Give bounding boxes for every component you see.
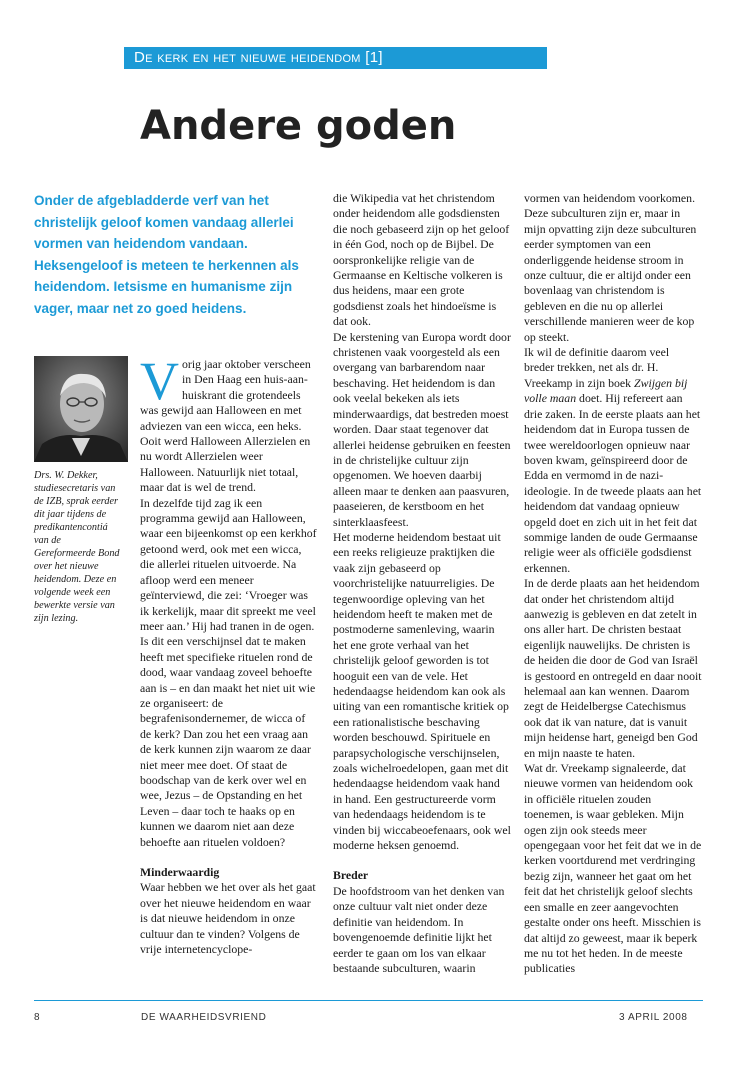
portrait-image <box>34 356 128 462</box>
drop-cap: V <box>140 351 179 411</box>
paragraph: De kerstening van Europa wordt door christenen vaak voorgesteld als een overgang van barbarendom naar beschaving. Het heidendom is dan ook veelal bekeken als iets minderwaardigs, dat bestreden moest worden. Daar staat tegenover dat allerlei heidense gebruiken en feesten in de christelijke cultuur zijn opgenomen. We hoeven daarbij alleen maar te denken aan paasvuren, paaseieren, de kerstboom en het sinterklaasfeest. <box>333 329 511 529</box>
paragraph <box>524 345 702 576</box>
paragraph: Het moderne heidendom bestaat uit een reeks religieuze praktijken die vaak zijn gebaseerd op voorchristelijke natuurreligies. De tegenwoordige opleving van het heidendom heeft te maken met de postmoderne samenleving, waarin het ene grote verhaal van het christelijk geloof geworden is tot hooguit een van de vele. Het hedendaagse heidendom kan ook als uiting van een romantische kritiek op een rationalistische beschaving worden beschouwd. Spirituele en parapsychologische verschijnselen, zoals wichelroedelopen, gaan met dit hedendaagse heidendom vaak hand in hand. Een gestructureerde vorm van hedendaags heidendom is te vinden bij wiccabeoefenaars, ook wel moderne heksen genoemd. <box>333 529 511 853</box>
paragraph: Wat dr. Vreekamp signaleerde, dat nieuwe vormen van heidendom ook in officiële rituelen zouden toenemen, is waar gebleken. Mijn ogen zijn ook steeds meer opengegaan voor het feit dat we in de kerken voortdurend met verdringing bezig zijn, wanneer het gaat om het feit dat het christelijk geloof slechts een smalle en zeer aangevochten gestalte onder ons heeft. Misschien is dat altijd zo geweest, maar ik beperk me nu tot het heden. In de meeste publicaties <box>524 761 702 976</box>
book-title: Zwijgen bij volle maan <box>524 375 688 406</box>
paragraph-text: doet. Hij refereert aan drie zaken. In de eerste plaats aan het heidendom dat in Europa tussen de twee wereldoorlogen opnieuw naar boven kwam, geïnspireerd door de Edda en vermomd in de nazi-ideologie. In de tweede plaats aan het heidendom dat vandaag opnieuw opgeld doet en zich uit in het feit dat sommige landen de oude Germaanse religie weer als officiële godsdienst erkennen. <box>524 391 702 575</box>
article-title: Andere goden <box>140 103 457 149</box>
paragraph: In dezelfde tijd zag ik een programma gewijd aan Halloween, waar een bijeenkomst op een kerkhof getoond werd, ook met een wicca, die allerlei rituelen uitvoerde. Na afloop werd een meneer geïnterviewd, die zei: ‘Vroeger was ik kerkelijk, maar dit spreekt me veel meer aan.’ Hij had tranen in de ogen. <box>140 495 317 633</box>
paragraph: die Wikipedia vat het christendom onder heidendom alle godsdiensten die noch gebaseerd zijn op het geloof in één God, noch op de Bijbel. De oorspronkelijke religie van de Germaanse en Keltische volkeren is dus heidens, maar een grote godsdienst zoals het hindoeïsme is dat ook. <box>333 191 510 329</box>
lead-paragraph: Onder de afgebladderde verf van het christelijk geloof komen vandaag allerlei vormen van heidendom vandaan. Heksengeloof is meteen te herkennen als heidendom. Ietsisme en humanisme zijn vager, maar net zo goed heidens. <box>34 193 299 316</box>
column-2 <box>333 191 511 976</box>
paragraph: Waar hebben we het over als het gaat over het nieuwe heidendom en waar is dat nieuwe heidendom in onze cultuur dan te vinden? Volgens de vrije internetencyclope- <box>140 880 316 957</box>
paragraph: Is dit een verschijnsel dat te maken heeft met specifieke rituelen rond de dood, waar vandaag zoveel behoefte aan is – en dan maakt het niet uit wie ze organiseert: de begrafenisondernemer, de wicca of de kerk? Dan zou het een vraag aan de kerk kunnen zijn waarom ze daar niet meer mee doet. Of staat de boodschap van de kerk over wel en wee, Jezus – de Opstanding en het Leven – daar toch te haaks op en kunnen we daarom niet aan deze behoefte aan rituelen voldoen? <box>140 634 316 849</box>
paragraph: orig jaar oktober verscheen in Den Haag een huis-aan-huiskrant die grotendeels was gewijd aan Halloween en met adviezen van een wicca, een heks. Ooit werd Halloween Allerzielen en nu wordt Allerzielen weer Halloween. Natuurlijk niet totaal, maar dat is wel de trend. <box>140 357 311 495</box>
series-banner: De kerk en het nieuwe heidendom [1] <box>124 47 547 69</box>
paragraph-text: Ik wil de definitie daarom veel breder trekken, net als dr. H. Vreekamp in zijn boek <box>524 345 670 390</box>
footer-rule <box>34 1000 703 1001</box>
column-1 <box>140 351 318 957</box>
page-number: 8 <box>34 1012 41 1023</box>
photo-caption: Drs. W. Dekker, studiesecretaris van de IZB, sprak eerder dit jaar tijdens de predikantencontiá van de Gereformeerde Bond over het nieuwe heidendom. Deze en volgende week een bewerkte versie van zijn lezing. <box>34 470 120 624</box>
subheading: Breder <box>333 868 369 883</box>
author-photo <box>34 356 128 462</box>
subheading: Minderwaardig <box>140 865 220 879</box>
column-3 <box>524 191 702 977</box>
paragraph: In de derde plaats aan het heidendom dat onder het christendom altijd aanwezig is gebleven en dat zetelt in ons aller hart. De christen bestaat eigenlijk nauwelijks. De christen is de heiden die door de God van Israël is gestoord en ontregeld en daar nooit helemaal aan kan wennen. Daarom zegt de Heidelbergse Catechismus ook dat ik van nature, dat is vanuit mijn heidense hart, geneigd ben God en mijn naaste te haten. <box>524 576 702 760</box>
issue-date: 3 APRIL 2008 <box>619 1012 688 1023</box>
paragraph: vormen van heidendom voorkomen. Deze subculturen zijn er, maar in mijn opvatting zijn deze subculturen eerder symptomen van een onderliggende heidense stroom in onze cultuur, die er altijd onder een bovenlaag van christendom is gebleven en die nu op allerlei verschillende manieren weer de kop op steekt. <box>524 191 697 344</box>
publication-name: DE WAARHEIDSVRIEND <box>141 1012 267 1023</box>
paragraph: De hoofdstroom van het denken van onze cultuur valt niet onder deze definitie van heidendom. In bovengenoemde definitie lijkt het eerder te gaan om los van elkaar bestaande subculturen, waarin <box>333 883 505 975</box>
